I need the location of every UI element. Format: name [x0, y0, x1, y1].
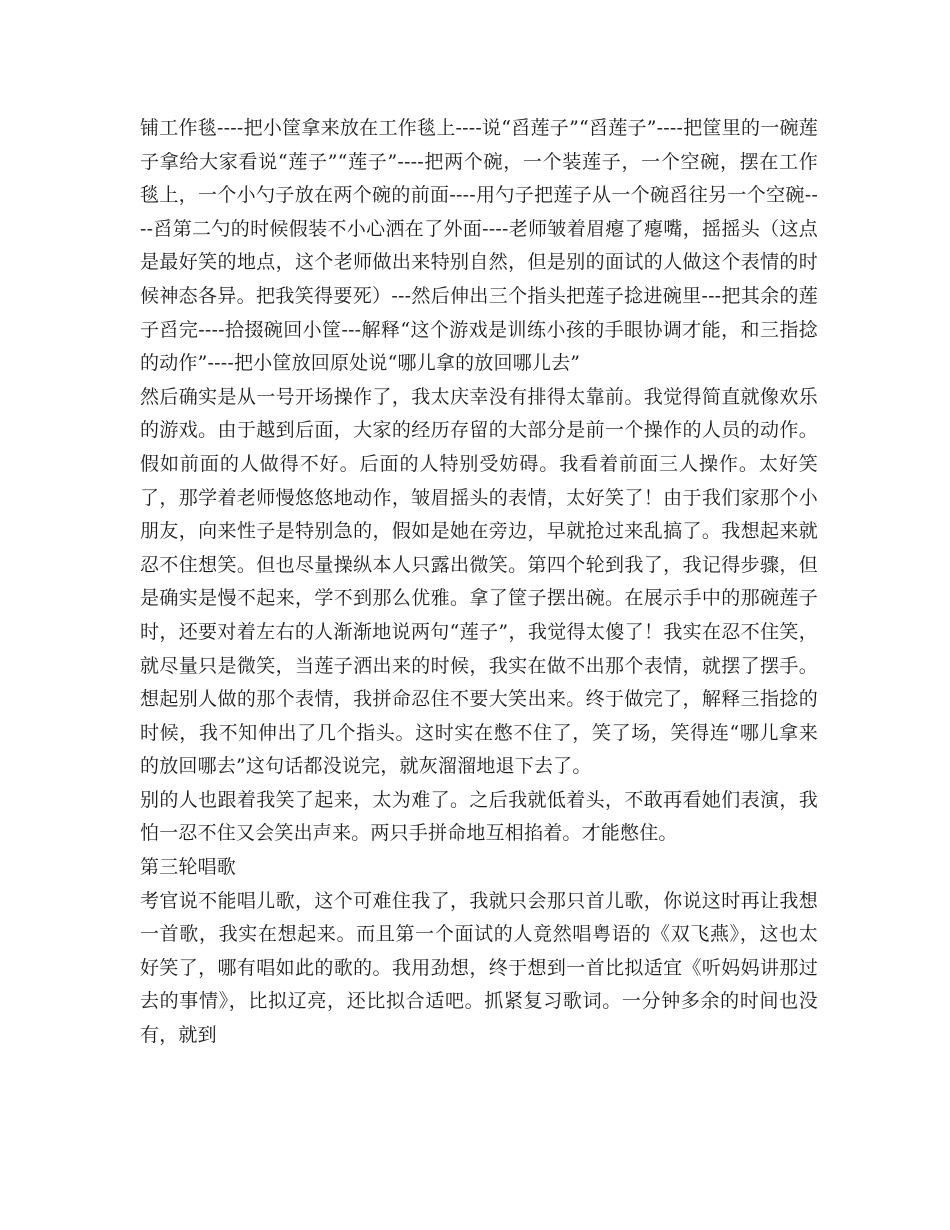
paragraph-my-turn: 然后确实是从一号开场操作了，我太庆幸没有排得太靠前。我觉得简直就像欢乐的游戏。由于越到后面，大家的经历存留的大部分是前一个操作的人员的动作。假如前面的人做得不好。后面的人特别受妨碍。我看着前面三人操作。太好笑了，那学着老师慢悠悠地动作，皱眉摇头的表情，太好笑了！由于我们家那个小朋友，向来性子是特别急的，假如是她在旁边，早就抢过来乱搞了。我想起来就忍不住想笑。但也尽量操纵本人只露出微笑。第四个轮到我了，我记得步骤，但是确实是慢不起来，学不到那么优雅。拿了筐子摆出碗。在展示手中的那碗莲子时，还要对着左右的人渐渐地说两句“莲子”，我觉得太傻了！我实在忍不住笑，就尽量只是微笑，当莲子洒出来的时候，我实在做不出那个表情，就摆了摆手。想起别人做的那个表情，我拼命忍住不要大笑出来。终于做完了，解释三指捻的时候，我不知伸出了几个指头。这时实在憋不住了，笑了场，笑得连“哪儿拿来的放回哪去”这句话都没说完，就灰溜溜地退下去了。: [140, 385, 818, 778]
paragraph-others-laughed: 别的人也跟着我笑了起来，太为难了。之后我就低着头，不敢再看她们表演，我怕一忍不住又会笑出声来。两只手拼命地互相掐着。才能憋住。: [140, 788, 818, 845]
paragraph-lotus-seed-steps: 铺工作毯----把小筐拿来放在工作毯上----说“舀莲子”“舀莲子”----把筐里的一碗莲子拿给大家看说“莲子”“莲子”----把两个碗，一个装莲子，一个空碗，摆在工作毯上，一个小勺子放在两个碗的前面----用勺子把莲子从一个碗舀往另一个空碗----舀第二勺的时候假装不小心洒在了外面----老师皱着眉瘪了瘪嘴，摇摇头（这点是最好笑的地点，这个老师做出来特别自然，但是别的面试的人做这个表情的时候神态各异。把我笑得要死）---然后伸出三个指头把莲子捻进碗里---把其余的莲子舀完----拾掇碗回小筐---解释“这个游戏是训练小孩的手眼协调才能，和三指捻的动作”----把小筐放回原处说“哪儿拿的放回哪儿去”: [140, 117, 818, 375]
document-body: [140, 112, 818, 1053]
paragraph-singing: 考官说不能唱儿歌，这个可难住我了，我就只会那只首儿歌，你说这时再让我想一首歌，我实在想起来。而且第一个面试的人竟然唱粤语的《双飞燕》，这也太好笑了，哪有唱如此的歌的。我用劲想，终于想到一首比拟适宜《听妈妈讲那过去的事情》，比拟辽亮，还比拟合适吧。抓紧复习歌词。一分钟多余的时间也没有，就到: [140, 889, 818, 1047]
section-heading-round-three: 第三轮唱歌: [140, 856, 237, 879]
